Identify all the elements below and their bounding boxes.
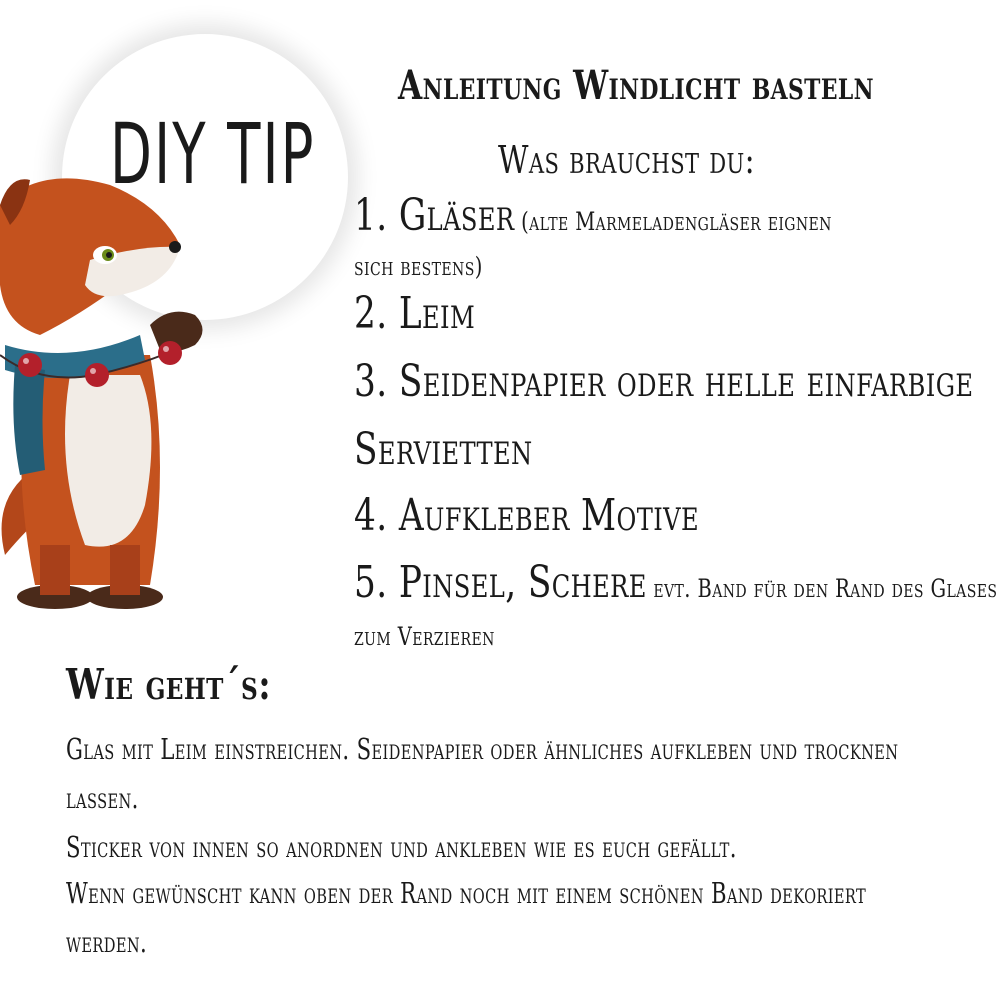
howto-line: Wenn gewünscht kann oben der Rand noch mit einem schönen Band dekoriert [66, 876, 867, 910]
list-item: 2. Leim [354, 288, 476, 339]
howto-heading: Wie geht´s: [66, 660, 272, 709]
howto-line: Sticker von innen so anordnen und ankleben wie es euch gefällt. [66, 830, 737, 864]
page-title: Anleitung Windlicht basteln [398, 62, 874, 109]
list-item-continuation: Servietten [354, 424, 533, 475]
howto-line: lassen. [66, 781, 139, 815]
howto-line: werden. [66, 925, 148, 959]
list-item: 3. Seidenpapier oder helle einfarbige [354, 356, 974, 407]
list-item: 4. Aufkleber Motive [354, 490, 700, 541]
howto-line: Glas mit Leim einstreichen. Seidenpapier oder ähnliches aufkleben und trocknen [66, 732, 899, 766]
materials-heading: Was brauchst du: [498, 138, 756, 182]
fox-illustration-icon [0, 165, 225, 615]
list-item-continuation: zum Verzieren [354, 622, 495, 651]
diy-tip-badge: DIY TIP [110, 105, 316, 203]
list-item: 1. Gläser (alte Marmeladengläser eignen [354, 190, 832, 241]
list-item: 5. Pinsel, Schere evt. Band für den Rand des Glases [354, 557, 998, 608]
list-item-continuation: sich bestens) [354, 252, 483, 281]
